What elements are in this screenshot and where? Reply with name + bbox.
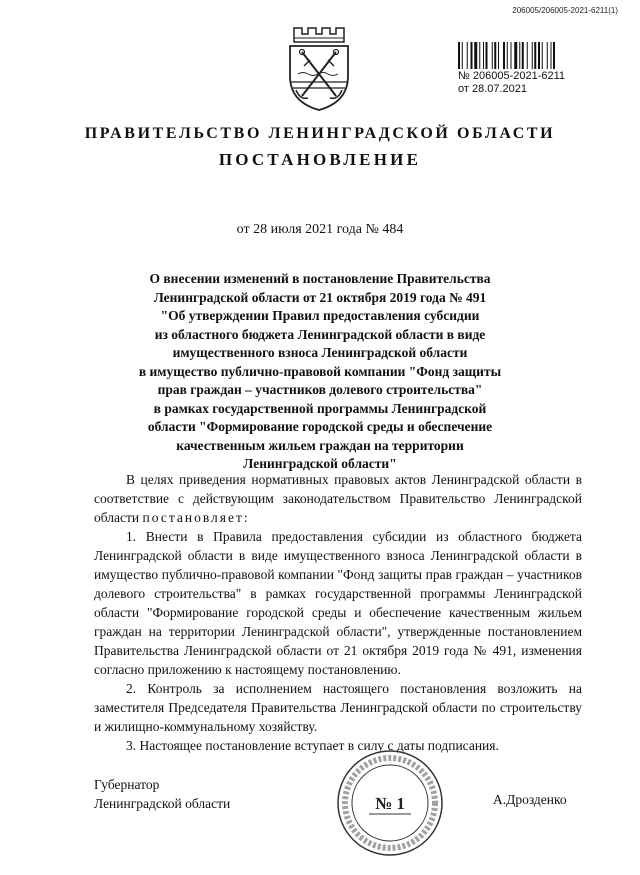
subject-line: Ленинградской области от 21 октября 2019 года № 491 <box>153 289 487 305</box>
barcode-bar <box>538 42 540 69</box>
barcode-bar <box>474 42 477 69</box>
barcode-bar <box>471 42 473 69</box>
barcode-bar <box>462 42 463 69</box>
barcode-bar <box>553 42 555 69</box>
registration-number: № 206005-2021-6211 <box>458 70 566 82</box>
subject-line: О внесении изменений в постановление Правительства <box>149 271 491 286</box>
barcode-bar <box>503 42 505 69</box>
barcode-bar <box>527 42 528 69</box>
barcode-bar <box>532 42 533 69</box>
barcode-bar <box>492 42 493 69</box>
postanovlyaet-word: постановляет: <box>142 510 250 525</box>
barcode-bar <box>494 42 496 69</box>
government-title: ПРАВИТЕЛЬСТВО ЛЕНИНГРАДСКОЙ ОБЛАСТИ <box>84 125 556 142</box>
registration-stamp-icon <box>335 748 445 858</box>
barcode-bar <box>467 42 468 69</box>
barcode-bar <box>519 42 520 69</box>
document-type: ПОСТАНОВЛЕНИЕ <box>218 150 422 169</box>
barcode-bar <box>479 42 480 69</box>
barcode-bar <box>551 42 552 69</box>
registration-date: от 28.07.2021 <box>458 83 528 95</box>
barcode-bar <box>542 42 543 69</box>
subject-line: "Об утверждении Правил предоставления субсидии <box>160 308 480 323</box>
barcode-bar <box>534 42 536 69</box>
subject-line: области "Формирование городской среды и обеспечение <box>147 419 493 434</box>
item-2-paragraph: 2. Контроль за исполнением настоящего постановления возложить на заместителя Председателя Правительства Ленинградской области по строительству и жилищно-коммунальному хозяйству. <box>94 681 582 734</box>
top-reference: 206005/206005-2021-6211(1) <box>512 6 618 15</box>
barcode-bar <box>507 42 508 69</box>
signatory-name: А.Дрозденко <box>493 792 567 807</box>
barcode-icon <box>458 42 576 69</box>
intro-paragraph <box>94 470 582 527</box>
subject-line: прав граждан – участников долевого строительства" <box>157 382 483 397</box>
barcode-bar <box>486 42 488 69</box>
barcode-bar <box>483 42 484 69</box>
intro-text: В целях приведения нормативных правовых актов Ленинградской области в соответствие с действующим законодательством Правительство Ленинградской области <box>94 472 582 525</box>
barcode-bar <box>511 42 512 69</box>
subject-line: в имущество публично-правовой компании "Фонд защиты <box>138 363 502 379</box>
subject-line: имущественного взноса Ленинградской области <box>172 345 468 360</box>
document-date-number: от 28 июля 2021 года № 484 <box>236 222 404 237</box>
registration-block <box>458 70 565 96</box>
barcode-bar <box>522 42 524 69</box>
item-3-paragraph: 3. Настоящее постановление вступает в силу с даты подписания. <box>126 738 499 753</box>
stamp-number: № 1 <box>375 794 405 813</box>
barcode-bar <box>547 42 548 69</box>
subject-line: в рамках государственной программы Ленинградской <box>153 400 487 416</box>
position-line: Ленинградской области <box>94 796 231 811</box>
document-subject <box>120 270 520 474</box>
item-1-paragraph: 1. Внести в Правила предоставления субсидии из областного бюджета Ленинградской области в виде имущественного взноса Ленинградской области в имущество публично-правовой компании "Фонд защиты прав граждан – участников долевого строительства" в рамках государственной программы Ленинградской области "Формирование городской среды и обеспечение качественным жильем граждан на территории Ленинградской области", утвержденные постановлением Правительства Ленинградской области от 21 октября 2019 года № 491, изменения согласно приложению к настоящему постановлению. <box>94 529 582 677</box>
coat-of-arms-icon <box>282 26 356 112</box>
document-body <box>94 470 582 755</box>
subject-line: качественным жильем граждан на территории <box>176 437 464 453</box>
barcode-bar <box>514 42 517 69</box>
subject-line: Ленинградской области" <box>243 456 397 471</box>
signatory-position <box>94 775 230 813</box>
position-line: Губернатор <box>94 777 160 792</box>
barcode-bar <box>498 42 499 69</box>
barcode-bar <box>458 42 460 69</box>
subject-line: из областного бюджета Ленинградской области в виде <box>154 326 486 342</box>
